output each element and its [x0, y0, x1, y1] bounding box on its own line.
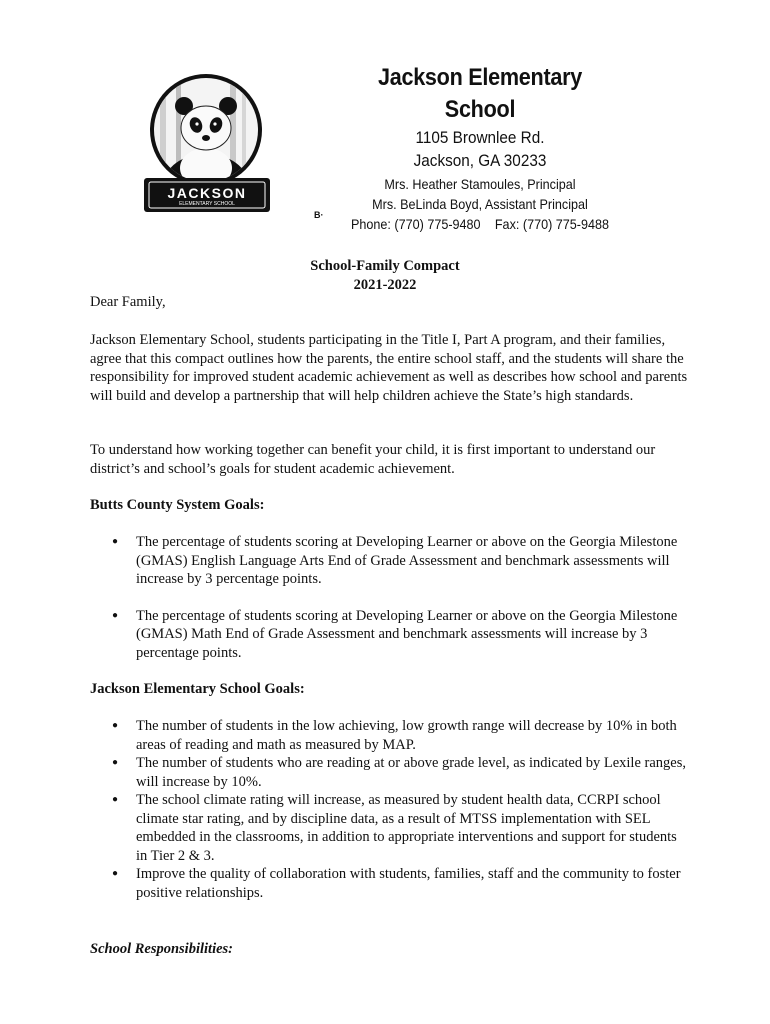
- list-item: ● Improve the quality of collaboration with students, families, staff and the community to foster positive relationships.: [90, 865, 690, 902]
- school-year: 2021-2022: [353, 277, 417, 293]
- contact-line: [345, 214, 615, 234]
- address-line1: 1105 Brownlee Rd.: [415, 128, 545, 147]
- list-item: ● The percentage of students scoring at Developing Learner or above on the Georgia Milestone (GMAS) Math End of Grade Assessment and benchmark assessments will increase by 3 percentage points.: [90, 607, 690, 663]
- compact-title: School-Family Compact: [310, 258, 460, 274]
- list-item: ● The number of students who are reading at or above grade level, as indicated by Lexile ranges, will increase by 10%.: [90, 754, 690, 791]
- intro-paragraph: Jackson Elementary School, students participating in the Title I, Part A program, and their families, agree that this compact outlines how the parents, the entire school staff, and the students will share the responsibility for improved student academic achievement as well as describes how school and parents will build and develop a partnership that will help children achieve the State’s high standards.: [90, 332, 688, 404]
- panda-logo-icon: [142, 72, 272, 214]
- school-goals-list: [90, 717, 690, 902]
- responsibilities-heading: School Responsibilities:: [90, 941, 234, 957]
- list-item: ● The number of students in the low achieving, low growth range will decrease by 10% in both areas of reading and math as measured by MAP.: [90, 717, 690, 754]
- logo-subtext: ELEMENTARY SCHOOL: [179, 201, 235, 207]
- fax-number: Fax: (770) 775-9488: [494, 216, 610, 232]
- logo-text: JACKSON: [167, 185, 247, 201]
- school-goals-heading: Jackson Elementary School Goals:: [90, 681, 305, 697]
- salutation: Dear Family,: [90, 294, 166, 310]
- address-line2: Jackson, GA 30233: [413, 151, 547, 170]
- stray-mark: B·: [314, 210, 324, 220]
- system-goals-heading: Butts County System Goals:: [90, 497, 265, 513]
- phone-number: Phone: (770) 775-9480: [350, 216, 481, 232]
- second-paragraph: To understand how working together can benefit your child, it is first important to understand our district’s and school’s goals for student academic achievement.: [90, 442, 656, 477]
- letterhead: [345, 62, 615, 234]
- school-name: Jackson Elementary School: [377, 64, 583, 123]
- list-item: ● The percentage of students scoring at Developing Learner or above on the Georgia Milestone (GMAS) English Language Arts End of Grade Assessment and benchmark assessments will increase by 3 percentage points.: [90, 533, 690, 589]
- document-title: [0, 257, 770, 295]
- system-goals-list: [90, 533, 690, 662]
- list-item: ● The school climate rating will increase, as measured by student health data, CCRPI school climate star rating, and by discipline data, as a result of MTSS implementation with SEL embedded in the classrooms, in addition to appropriate interventions and support for students in Tier 2 & 3.: [90, 791, 690, 865]
- principal-name: Mrs. Heather Stamoules, Principal: [384, 176, 576, 192]
- assistant-principal-name: Mrs. BeLinda Boyd, Assistant Principal: [372, 196, 588, 212]
